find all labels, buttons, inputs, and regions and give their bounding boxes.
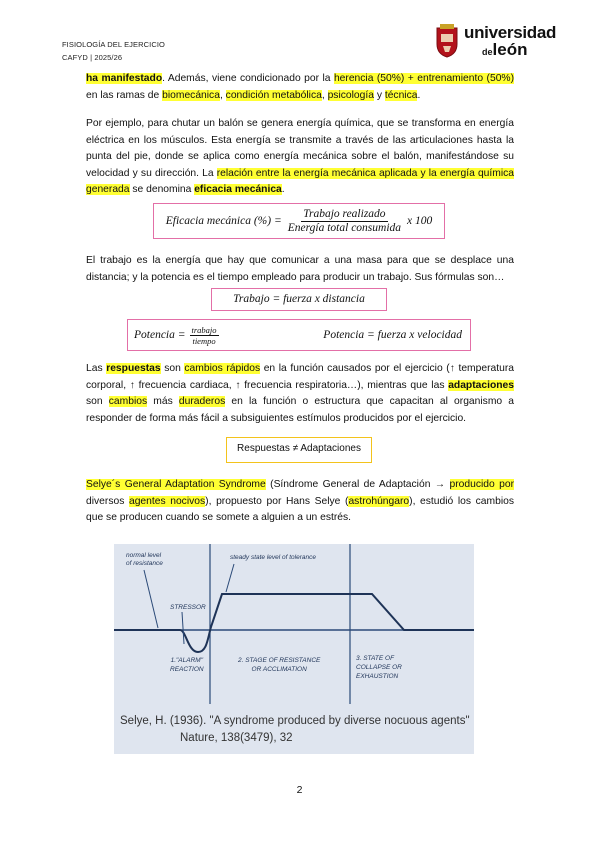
- pointer-steady: [226, 564, 234, 592]
- formula-work: Trabajo = fuerza x distancia: [211, 288, 387, 311]
- paragraph-heredity: ha manifestado. Además, viene condicionado por la herencia (50%) + entrenamiento (50%) en las ramas de biomecánica, condición metabólica, psicología y técnica.: [86, 73, 515, 101]
- label-steady-state: steady state level of tolerance: [230, 554, 316, 561]
- label-normal-level: normal level: [126, 552, 162, 559]
- label-stage3-b: COLLAPSE OR: [356, 664, 402, 671]
- label-stage3-a: 3. STATE OF: [356, 655, 395, 662]
- pointer-normal: [144, 570, 158, 628]
- crest-icon: [434, 22, 460, 58]
- formula-power-denominator: tiempo: [192, 335, 216, 346]
- page-number: 2: [296, 784, 303, 796]
- pointer-stressor: [182, 612, 184, 644]
- formula-power-alt: Potencia = fuerza x velocidad: [323, 329, 462, 341]
- label-stage2-a: 2. STAGE OF RESISTANCE: [238, 657, 321, 664]
- logo-word-universidad: universidad: [464, 23, 557, 42]
- formula-lhs: Eficacia mecánica (%) =: [165, 215, 282, 227]
- paragraph-work-power: El trabajo es la energía que hay que comunicar a una masa para que se desplace una distancia; y la potencia es el tiempo empleado para producir un trabajo. Sus fórmulas son…: [86, 255, 514, 283]
- logo-word-leon: león: [492, 40, 528, 59]
- formula-numerator: Trabajo realizado: [303, 207, 386, 220]
- formula-power-lhs: Potencia =: [134, 329, 186, 341]
- label-stressor: STRESSOR: [170, 604, 206, 611]
- logo-word-de: de: [482, 47, 493, 57]
- course-title: FISIOLOGÍA DEL EJERCICIO: [62, 40, 165, 49]
- label-stage3-c: EXHAUSTION: [356, 673, 399, 680]
- formula-power: [127, 319, 471, 351]
- paragraph-responses-adaptations: Las respuestas son cambios rápidos en la función causados por el ejercicio (↑ temperatura corporal, ↑ frecuencia cardiaca, ↑ frecuencia respiratoria…), mientras que las adaptaciones son cambios más duraderos en la función o estructura que capacitan al organismo a responder de forma más fácil a subsiguientes estímulos producidos por el ejercicio.: [86, 363, 514, 424]
- label-of-resistance: of resistance: [126, 560, 163, 567]
- figure-caption-line1: Selye, H. (1936). "A syndrome produced by diverse nocuous agents": [120, 715, 470, 727]
- resistance-curve: [114, 594, 474, 652]
- label-stage2-b: OR ACCLIMATION: [251, 666, 307, 673]
- figure-caption-line2: Nature, 138(3479), 32: [180, 732, 293, 744]
- paragraph-selye: Selye´s General Adaptation Syndrome (Síndrome General de Adaptación → producido por diversos agentes nocivos), propuesto por Hans Selye (astrohúngaro), estudió los cambios que se producen cuando se somete a alguien a un estrés.: [86, 479, 515, 524]
- formula-mechanical-efficiency: [153, 203, 445, 239]
- paragraph-energy-example: Por ejemplo, para chutar un balón se genera energía química, que se transforma en energía eléctrica en los músculos. Esta energía se transmite a través de las articulaciones hasta la punta del pie, donde se aplica como energía mecánica sobre el balón, manifestándose su velocidad y su dirección. La relación entre la energía mecánica aplicada y la energía química generada se denomina eficacia mecánica.: [86, 118, 514, 196]
- label-stage1-b: REACTION: [170, 666, 204, 673]
- course-code: CAFYD | 2025/26: [62, 53, 123, 62]
- note-box-responses-vs-adaptations: Respuestas ≠ Adaptaciones: [226, 437, 372, 463]
- university-logo: [434, 22, 557, 62]
- formula-rhs: x 100: [407, 215, 433, 227]
- label-stage1-a: 1."ALARM": [170, 657, 204, 664]
- formula-denominator: Energía total consumida: [287, 221, 402, 234]
- formula-power-numerator: trabajo: [191, 324, 217, 335]
- gas-diagram-figure: [114, 544, 474, 754]
